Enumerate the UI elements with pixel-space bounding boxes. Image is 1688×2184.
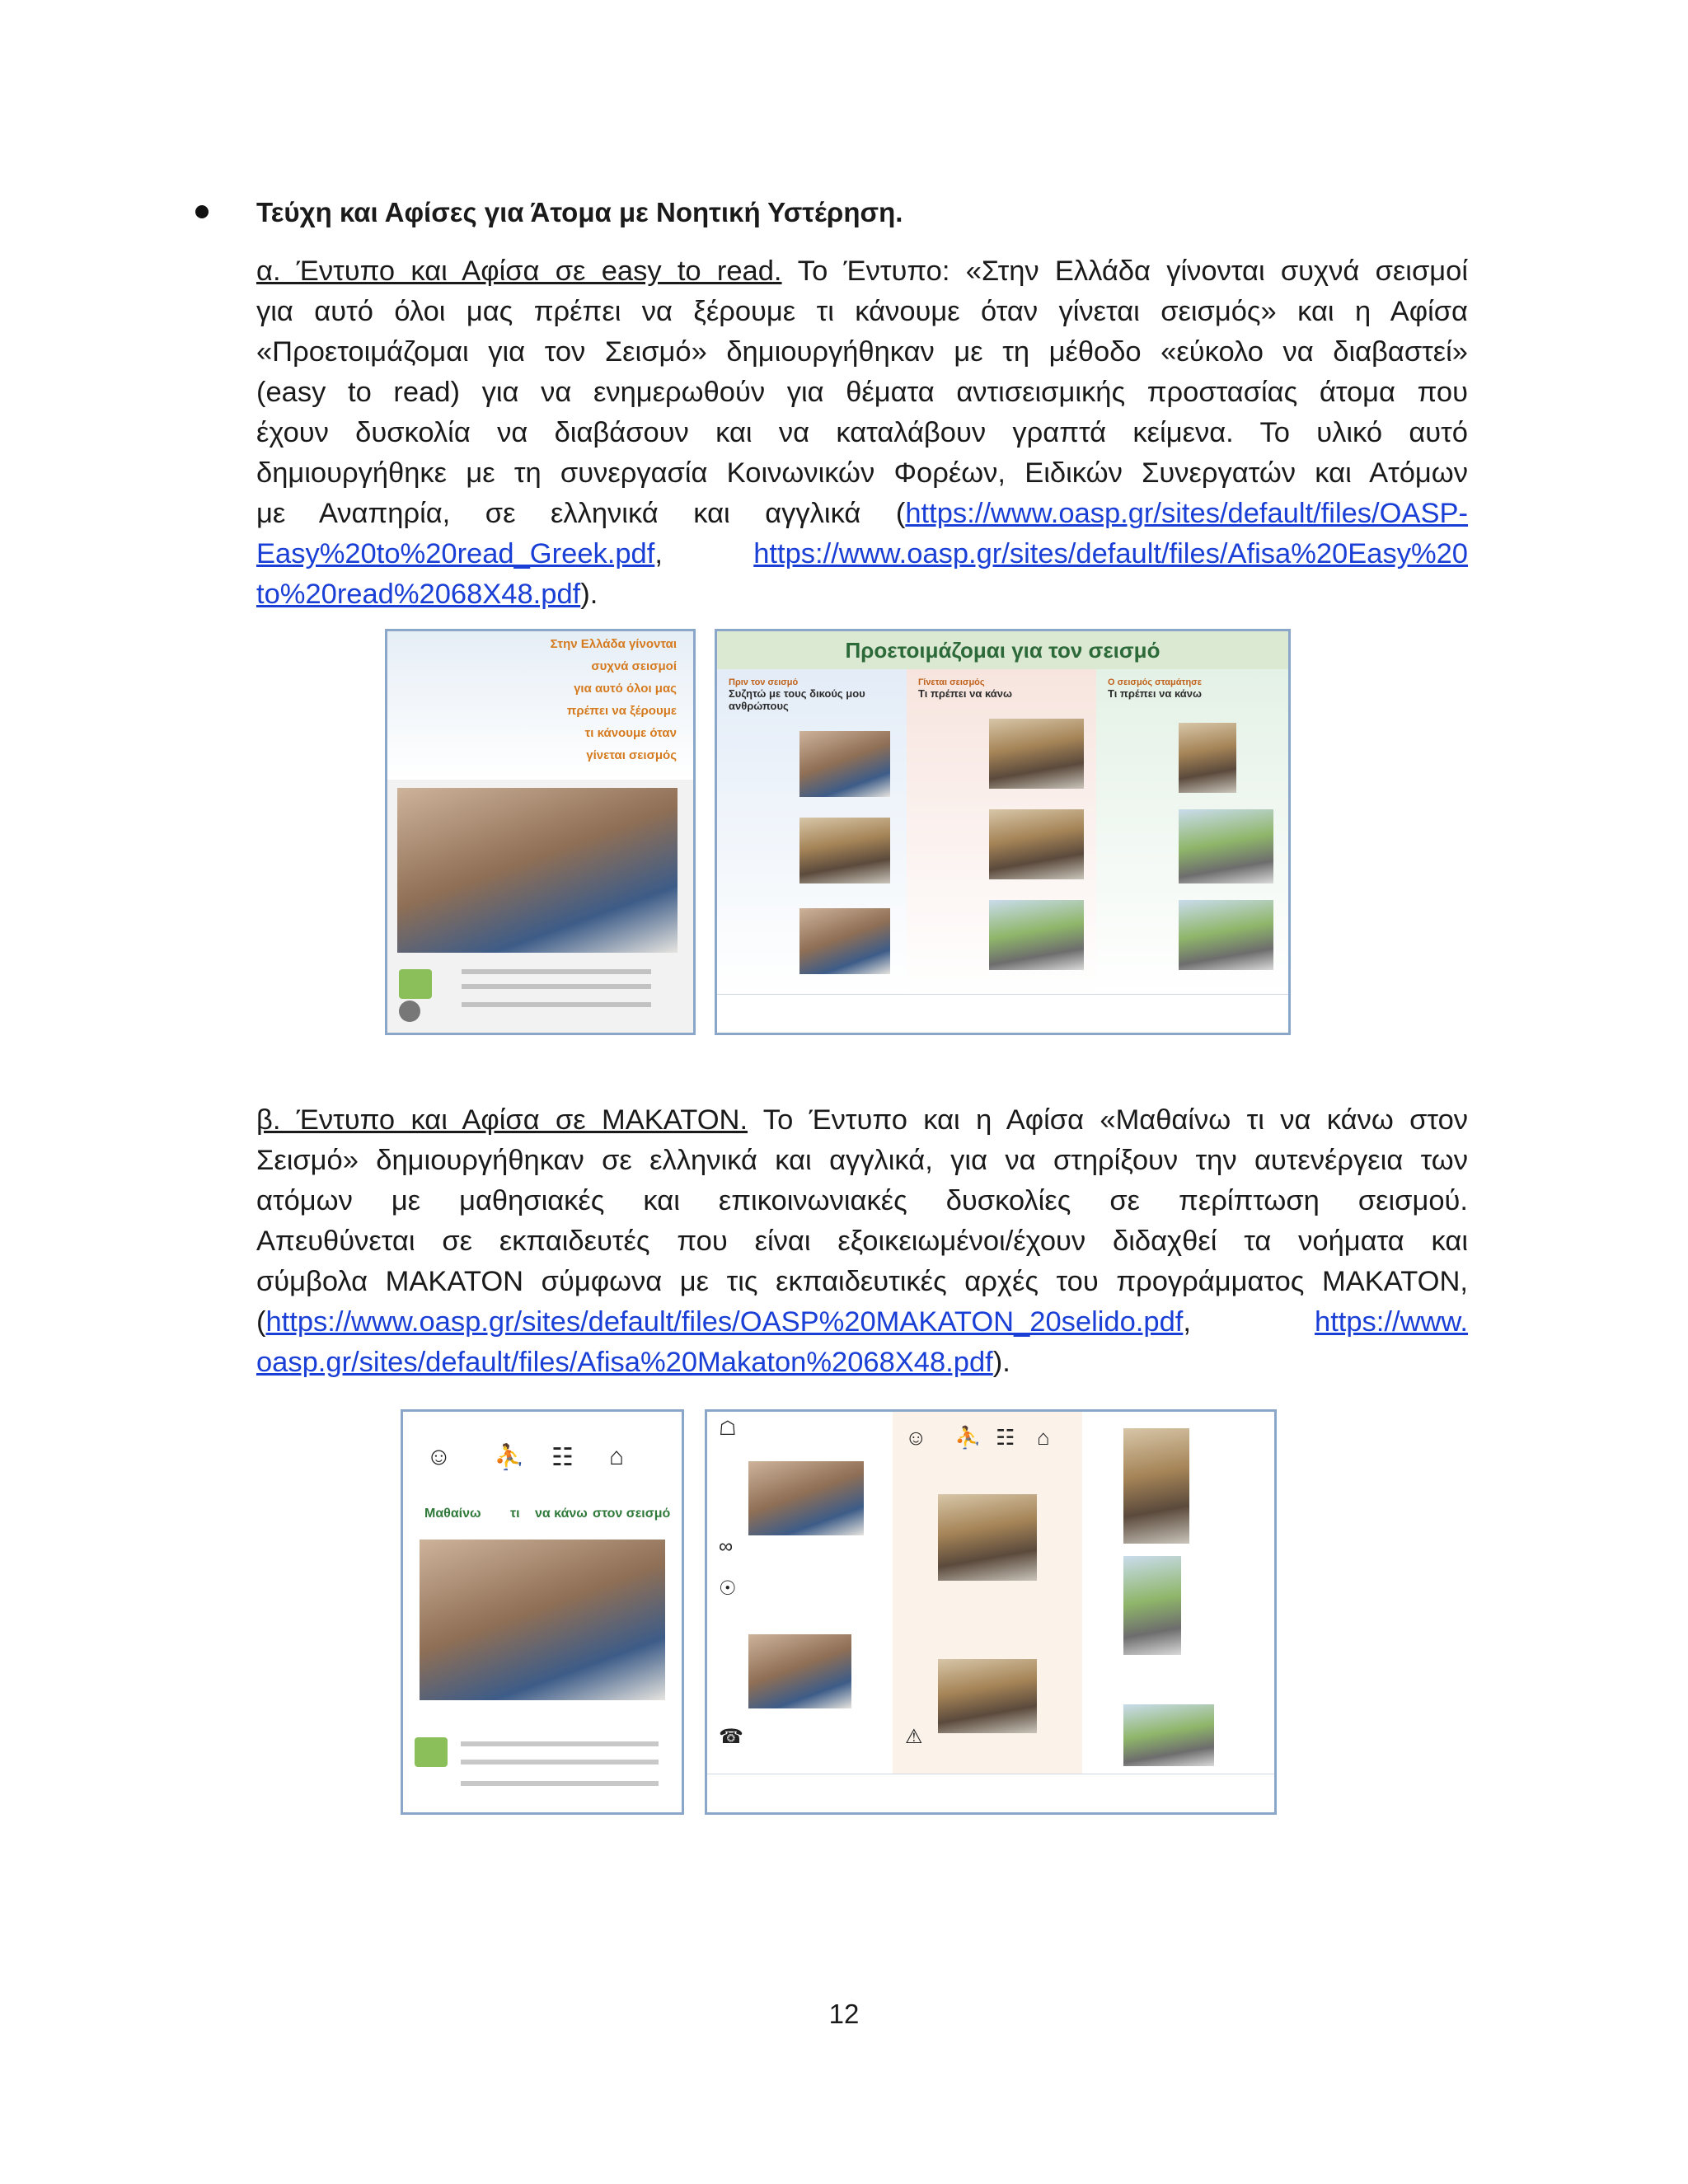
section-a-line-7-text: με Αναπηρία, σε ελληνικά και αγγλικά ( <box>256 498 906 529</box>
makaton-symbol-icon: ☺ <box>426 1443 452 1470</box>
makaton-symbol-icon: ⌂ <box>609 1443 625 1470</box>
section-a-paragraph <box>256 251 1468 615</box>
column-after-title <box>1108 677 1202 700</box>
section-a-line-7 <box>256 494 1468 534</box>
makaton-poster-link-part1[interactable]: https://www. <box>1315 1306 1468 1338</box>
poster-photo <box>989 900 1084 970</box>
column-before-subtitle: Συζητώ με τους δικούς μου ανθρώπους <box>729 687 865 712</box>
section-a-line-4: (easy to read) για να ενημερωθούν για θέματα αντισεισμικής προστασίας άτομα που <box>256 377 1468 408</box>
booklet-footer-line <box>461 1781 659 1786</box>
section-b-line-4: Απευθύνεται σε εκπαιδευτές που είναι εξοικειωμένοι/έχουν διδαχθεί τα νοήματα και <box>256 1226 1468 1257</box>
poster-column-after <box>1096 669 1288 995</box>
poster-photo <box>938 1494 1037 1581</box>
ministry-logo-icon <box>415 1737 448 1767</box>
poster-column-during <box>907 669 1096 995</box>
poster-photo <box>989 719 1084 789</box>
poster-photo <box>799 731 890 797</box>
column-during-subtitle: Τι πρέπει να κάνω <box>918 687 1012 700</box>
poster-photo <box>748 1461 864 1535</box>
poster-photo <box>938 1659 1037 1733</box>
poster-column-before <box>717 669 907 995</box>
makaton-symbol-icon: ☎ <box>719 1726 743 1748</box>
ministry-logo-icon <box>399 969 432 999</box>
section-a-end: ). <box>580 579 598 610</box>
poster-photo <box>1179 723 1236 793</box>
booklet-line-1: Στην Ελλάδα γίνονται <box>550 637 677 651</box>
poster-photo <box>1123 1704 1214 1766</box>
poster-photo <box>799 818 890 883</box>
section-a-separator: , <box>654 538 754 569</box>
section-b-separator: , <box>1183 1306 1315 1338</box>
bullet-dot-icon <box>195 205 209 218</box>
section-a-line-6: δημιουργήθηκε με τη συνεργασία Κοινωνικών Φορέων, Ειδικών Συνεργατών και Ατόμων <box>256 457 1468 489</box>
poster-photo <box>1179 809 1273 883</box>
section-a-line-5: έχουν δυσκολία να διαβάσουν και να καταλάβουν γραπτά κείμενα. Το υλικό αυτό <box>256 417 1468 448</box>
easy-read-booklet-image <box>385 629 696 1035</box>
page-number: 12 <box>828 1999 860 2029</box>
section-a-line-9 <box>256 574 1468 615</box>
easy-read-booklet-link-part2[interactable]: Easy%20to%20read_Greek.pdf <box>256 538 655 569</box>
column-during-title <box>918 677 1012 700</box>
section-b-paragraph <box>256 1100 1468 1383</box>
seal-icon <box>399 1001 420 1022</box>
section-a-line-1 <box>256 251 1468 292</box>
makaton-poster-link-part2[interactable]: oasp.gr/sites/default/files/Afisa%20Makaton%2068X48.pdf <box>256 1347 993 1378</box>
makaton-symbol-icon: ⌂ <box>1037 1425 1050 1450</box>
column-after-heading: Ο σεισμός σταμάτησε <box>1108 677 1202 687</box>
section-a-line-3: «Προετοιμάζομαι για τον Σεισμό» δημιουργήθηκαν με τη μέθοδο «εύκολο να διαβαστεί» <box>256 336 1468 368</box>
section-b-line-3: ατόμων με μαθησιακές και επικοινωνιακές δυσκολίες σε περίπτωση σεισμού. <box>256 1185 1468 1216</box>
easy-read-poster-link-part1[interactable]: https://www.oasp.gr/sites/default/files/Afisa%20Easy%20 <box>753 538 1468 569</box>
section-b-line-6 <box>256 1302 1468 1343</box>
bullet-heading-text: Τεύχη και Αφίσες για Άτομα με Νοητική Υστέρηση. <box>256 197 903 227</box>
makaton-symbol-icon: ☷ <box>551 1444 574 1471</box>
booklet-footer-line <box>462 1002 651 1007</box>
makaton-title-word-2: τι <box>510 1507 520 1521</box>
column-before-heading: Πριν τον σεισμό <box>729 677 799 687</box>
makaton-booklet-link[interactable]: https://www.oasp.gr/sites/default/files/OASP%20MAKATON_20selido.pdf <box>265 1306 1184 1338</box>
poster-photo <box>748 1634 851 1708</box>
section-b-line-1 <box>256 1100 1468 1141</box>
section-a-heading: α. Έντυπο και Αφίσα σε easy to read. <box>256 255 782 287</box>
poster-title: Προετοιμάζομαι για τον σεισμό <box>717 631 1288 669</box>
booklet-line-5: τι κάνουμε όταν <box>584 726 677 740</box>
easy-read-booklet-link-part1[interactable]: https://www.oasp.gr/sites/default/files/OASP- <box>905 498 1468 529</box>
makaton-symbol-icon: ⛹ <box>954 1425 982 1450</box>
group-photo <box>420 1540 665 1700</box>
booklet-line-2: συχνά σεισμοί <box>591 659 677 673</box>
poster-footer <box>717 994 1288 1033</box>
section-b-open-paren: ( <box>256 1306 266 1338</box>
makaton-symbol-icon: ⛹ <box>494 1444 525 1471</box>
booklet-footer-line <box>461 1760 659 1765</box>
booklet-line-4: πρέπει να ξέρουμε <box>566 704 677 718</box>
booklet-footer-line <box>462 984 651 989</box>
poster-photo <box>989 809 1084 879</box>
booklet-line-3: για αυτό όλοι μας <box>574 682 677 696</box>
section-b-line-1-text: Το Έντυπο και η Αφίσα «Μαθαίνω τι να κάνω στον <box>748 1104 1469 1136</box>
poster-photo <box>1179 900 1273 970</box>
section-b-line-2: Σεισμό» δημιουργήθηκαν σε ελληνικά και αγγλικά, για να στηρίξουν την αυτενέργεια των <box>256 1145 1468 1176</box>
section-a-line-1-text: Το Έντυπο: «Στην Ελλάδα γίνονται συχνά σεισμοί <box>781 255 1468 287</box>
poster-center-column <box>893 1412 1082 1812</box>
easy-read-poster-image <box>715 629 1291 1035</box>
makaton-symbol-icon: ☉ <box>719 1577 737 1600</box>
makaton-title-word-3: να κάνω <box>535 1507 588 1521</box>
section-b-heading: β. Έντυπο και Αφίσα σε ΜΑΚΑΤΟΝ. <box>256 1104 748 1136</box>
makaton-symbol-icon: ☷ <box>996 1425 1015 1450</box>
poster-photo <box>1123 1428 1189 1544</box>
makaton-title-word-4: στον σεισμό <box>593 1507 671 1521</box>
section-a-line-2: για αυτό όλοι μας πρέπει να ξέρουμε τι κάνουμε όταν γίνεται σεισμός» και η Αφίσα <box>256 296 1468 327</box>
column-during-heading: Γίνεται σεισμός <box>918 677 985 687</box>
makaton-poster-image <box>705 1409 1277 1815</box>
makaton-symbol-icon: ⚠ <box>905 1726 923 1748</box>
easy-read-poster-link-part2[interactable]: to%20read%2068X48.pdf <box>256 579 581 610</box>
makaton-title-word-1: Μαθαίνω <box>424 1507 481 1521</box>
poster-photo <box>1123 1556 1181 1655</box>
booklet-cover-text <box>487 633 677 766</box>
section-b-end: ). <box>992 1347 1010 1378</box>
poster-photo <box>799 908 890 974</box>
makaton-booklet-image <box>401 1409 684 1815</box>
section-a-line-8 <box>256 534 1468 574</box>
section-b-line-7 <box>256 1343 1468 1383</box>
makaton-symbol-icon: ☺ <box>905 1425 927 1450</box>
column-before-title <box>729 677 907 712</box>
column-after-subtitle: Τι πρέπει να κάνω <box>1108 687 1202 700</box>
booklet-footer-line <box>462 969 651 974</box>
group-photo <box>397 788 678 953</box>
makaton-symbol-icon: ∞ <box>719 1535 734 1558</box>
makaton-symbol-icon: ☖ <box>719 1418 737 1440</box>
section-b-line-5: σύμβολα ΜΑΚΑΤΟΝ σύμφωνα με τις εκπαιδευτικές αρχές του προγράμματος ΜΑΚΑΤΟΝ, <box>256 1266 1468 1297</box>
booklet-line-6: γίνεται σεισμός <box>586 748 677 762</box>
booklet-footer-line <box>461 1741 659 1746</box>
poster-footer <box>707 1774 1274 1812</box>
